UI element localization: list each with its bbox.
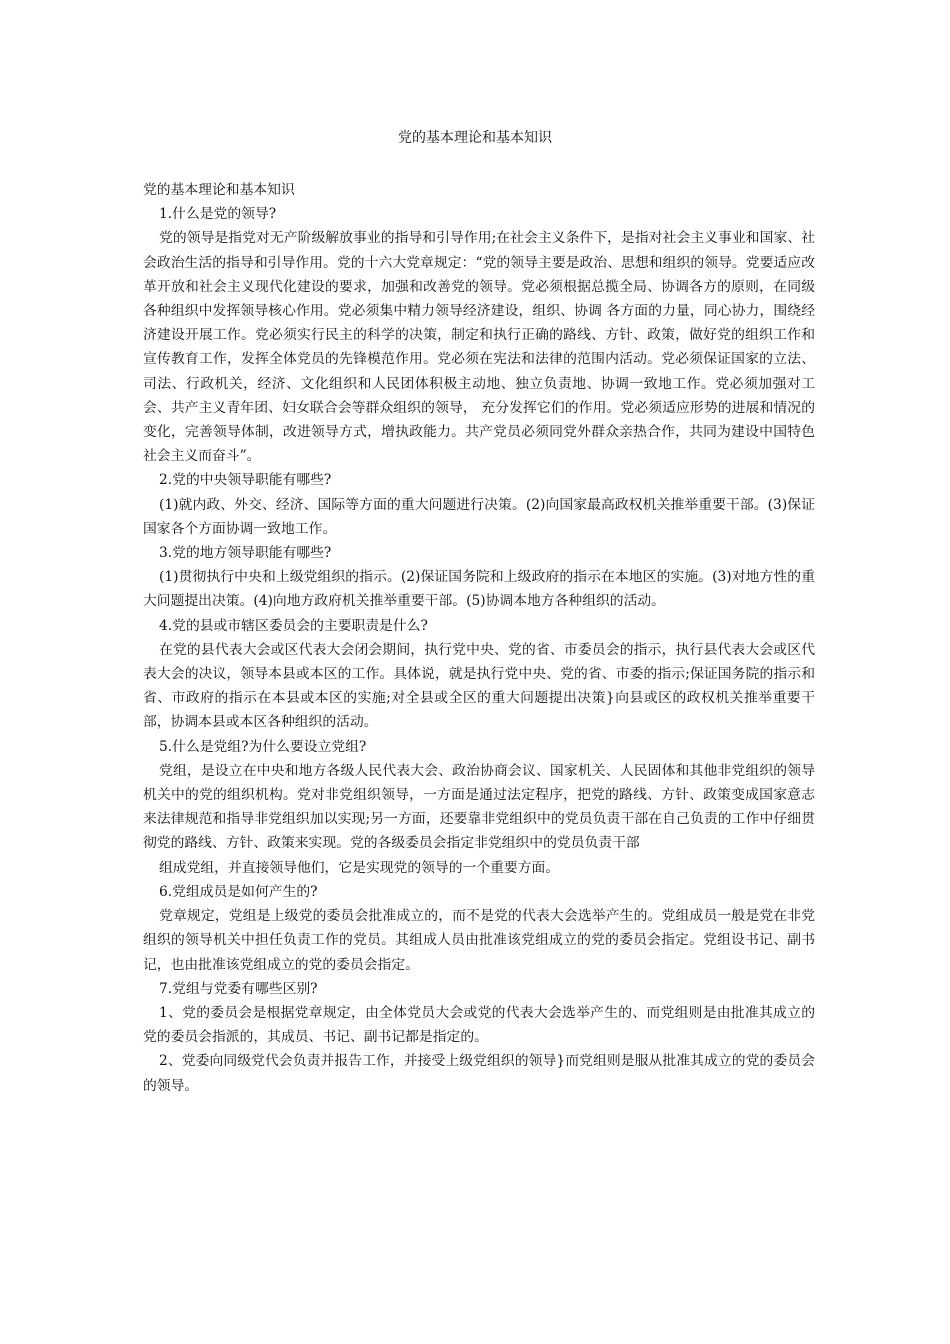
answer-6-paragraph-1: 党章规定，党组是上级党的委员会批准成立的，而不是党的代表大会选举产生的。党组成员一般是党在非党组织的领导机关中担任负责工作的党员。其组成人员由批准该党组成立的党的委员会指定。党组设书记、副书记，也由批准该党组成立的党的委员会指定。 [143, 908, 815, 973]
answer-1-paragraph-1: 党的领导是指党对无产阶级解放事业的指导和引导作用;在社会主义条件下，是指对社会主义事业和国家、社会政治生活的指导和引导作用。党的十六大党章规定：“党的领导主要是政治、思想和组织的领导。党要适应改革开放和社会主义现代化建设的要求，加强和改善党的领导。党必须根据总揽全局、协调各方的原则，在同级各种组织中发挥领导核心作用。党必须集中精力领导经济建设，组织、协调 各方面的力量，同心协力，围绕经济建设开展工作。党必须实行民主的科学的决策，制定和执行正确的路线、方针、政策，做好党的组织工作和宣传教育工作，发挥全体党员的先锋模范作用。党必须在宪法和法律的范围内活动。党必须保证国家的立法、司法、行政机关，经济、文化组织和人民团体积极主动地、独立负责地、协调一致地工作。党必须加强对工会、共产主义青年团、妇女联合会等群众组织的领导， 充分发挥它们的作用。党必须适应形势的进展和情况的变化，完善领导体制，改进领导方式，增执政能力。共产党员必须同党外群众亲热合作，共同为建设中国特色社会主义而奋斗”。 [143, 230, 815, 465]
question-4: 4.党的县或市辖区委员会的主要职责是什么? [159, 617, 428, 634]
question-7: 7.党组与党委有哪些区别? [159, 980, 318, 997]
document-title: 党的基本理论和基本知识 [398, 130, 552, 146]
document-subtitle: 党的基本理论和基本知识 [143, 182, 295, 198]
question-1: 1.什么是党的领导? [159, 206, 277, 223]
question-6: 6.党组成员是如何产生的? [159, 883, 318, 900]
answer-7-paragraph-2: 2、党委向同级党代会负责并报告工作，并接受上级党组织的领导}而党组则是服从批准其成立的党的委员会的领导。 [143, 1053, 815, 1094]
answer-5-paragraph-1: 党组，是设立在中央和地方各级人民代表大会、政治协商会议、国家机关、人民固体和其他非党组织的领导机关中的党的组织机构。党对非党组织领导，一方面是通过法定程序，把党的路线、方针、政策变成国家意志来法律规范和指导非党组织加以实现;另一方面，还要靠非党组织中的党员负责干部在自己负责的工作中仔细贯彻党的路线、方针、政策来实现。党的各级委员会指定非党组织中的党员负责干部 [143, 762, 815, 852]
answer-3-paragraph-1: (1)贯彻执行中央和上级党组织的指示。(2)保证国务院和上级政府的指示在本地区的实施。(3)对地方性的重大问题提出决策。(4)向地方政府机关推举重要干部。(5)协调本地方各种组织的活动。 [143, 569, 815, 610]
answer-4-paragraph-1: 在党的县代表大会或区代表大会闭会期间，执行党中央、党的省、市委员会的指示，执行县代表大会或区代表大会的决议，领导本县或本区的工作。具体说，就是执行党中央、党的省、市委的指示;保证国务院的指示和省、市政府的指示在本县或本区的实施;对全县或全区的重大问题提出决策}向县或区的政权机关推举重要干部，协调本县或本区各种组织的活动。 [143, 641, 815, 731]
question-3: 3.党的地方领导职能有哪些? [159, 545, 332, 562]
question-5: 5.什么是党组?为什么要设立党组? [159, 738, 367, 755]
answer-5-paragraph-2: 组成党组，并直接领导他们，它是实现党的领导的一个重要方面。 [159, 859, 560, 876]
document-body [143, 178, 815, 1098]
question-2: 2.党的中央领导职能有哪些? [159, 472, 332, 489]
answer-2-paragraph-1: (1)就内政、外交、经济、国际等方面的重大问题进行决策。(2)向国家最高政权机关推举重要干部。(3)保证国家各个方面协调一致地工作。 [143, 496, 815, 537]
answer-7-paragraph-1: 1、党的委员会是根据党章规定，由全体党员大会或党的代表大会选举产生的、而党组则是由批准其成立的党的委员会指派的，其成员、书记、副书记都是指定的。 [143, 1004, 815, 1046]
